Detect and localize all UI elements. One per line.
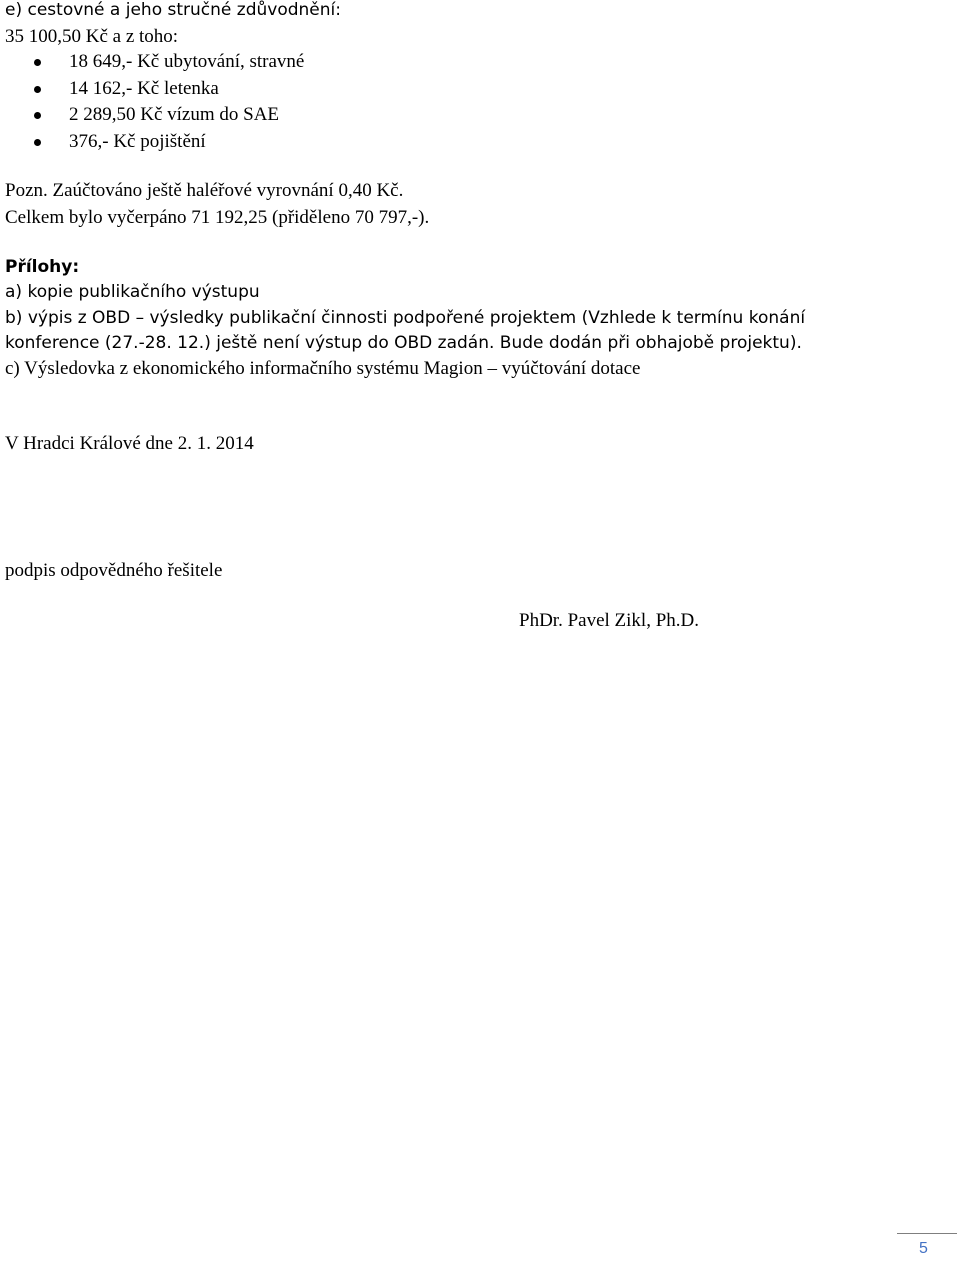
signatory-name: PhDr. Pavel Zikl, Ph.D.: [519, 610, 699, 631]
list-item-text: 14 162,- Kč letenka: [69, 78, 219, 99]
attachments-heading: Přílohy:: [5, 257, 80, 277]
bullet-icon: [34, 86, 41, 93]
total-line: Celkem bylo vyčerpáno 71 192,25 (přiděleno 70 797,-).: [5, 207, 430, 228]
place-date: V Hradci Králové dne 2. 1. 2014: [5, 433, 254, 454]
travel-heading: e) cestovné a jeho stručné zdůvodnění:: [5, 0, 341, 20]
list-item-text: 376,- Kč pojištění: [69, 131, 206, 152]
list-item-text: 18 649,- Kč ubytování, stravné: [69, 51, 305, 72]
bullet-icon: [34, 112, 41, 119]
travel-total: 35 100,50 Kč a z toho:: [5, 26, 179, 47]
attachment-b-line2: konference (27.-28. 12.) ještě není výstup do OBD zadán. Bude dodán při obhajobě projektu).: [5, 333, 802, 353]
page-number: 5: [919, 1240, 928, 1257]
attachment-b-line1: b) výpis z OBD – výsledky publikační činnosti podpořené projektem (Vzhlede k termínu konání: [5, 308, 806, 328]
signature-label: podpis odpovědného řešitele: [5, 560, 223, 581]
bullet-icon: [34, 139, 41, 146]
attachment-a: a) kopie publikačního výstupu: [5, 282, 260, 302]
note-line: Pozn. Zaúčtováno ještě haléřové vyrovnání 0,40 Kč.: [5, 180, 404, 201]
list-item-text: 2 289,50 Kč vízum do SAE: [69, 104, 280, 125]
footer-rule: [897, 1233, 957, 1234]
bullet-icon: [34, 59, 41, 66]
attachment-c: c) Výsledovka z ekonomického informačního systému Magion – vyúčtování dotace: [5, 358, 641, 379]
